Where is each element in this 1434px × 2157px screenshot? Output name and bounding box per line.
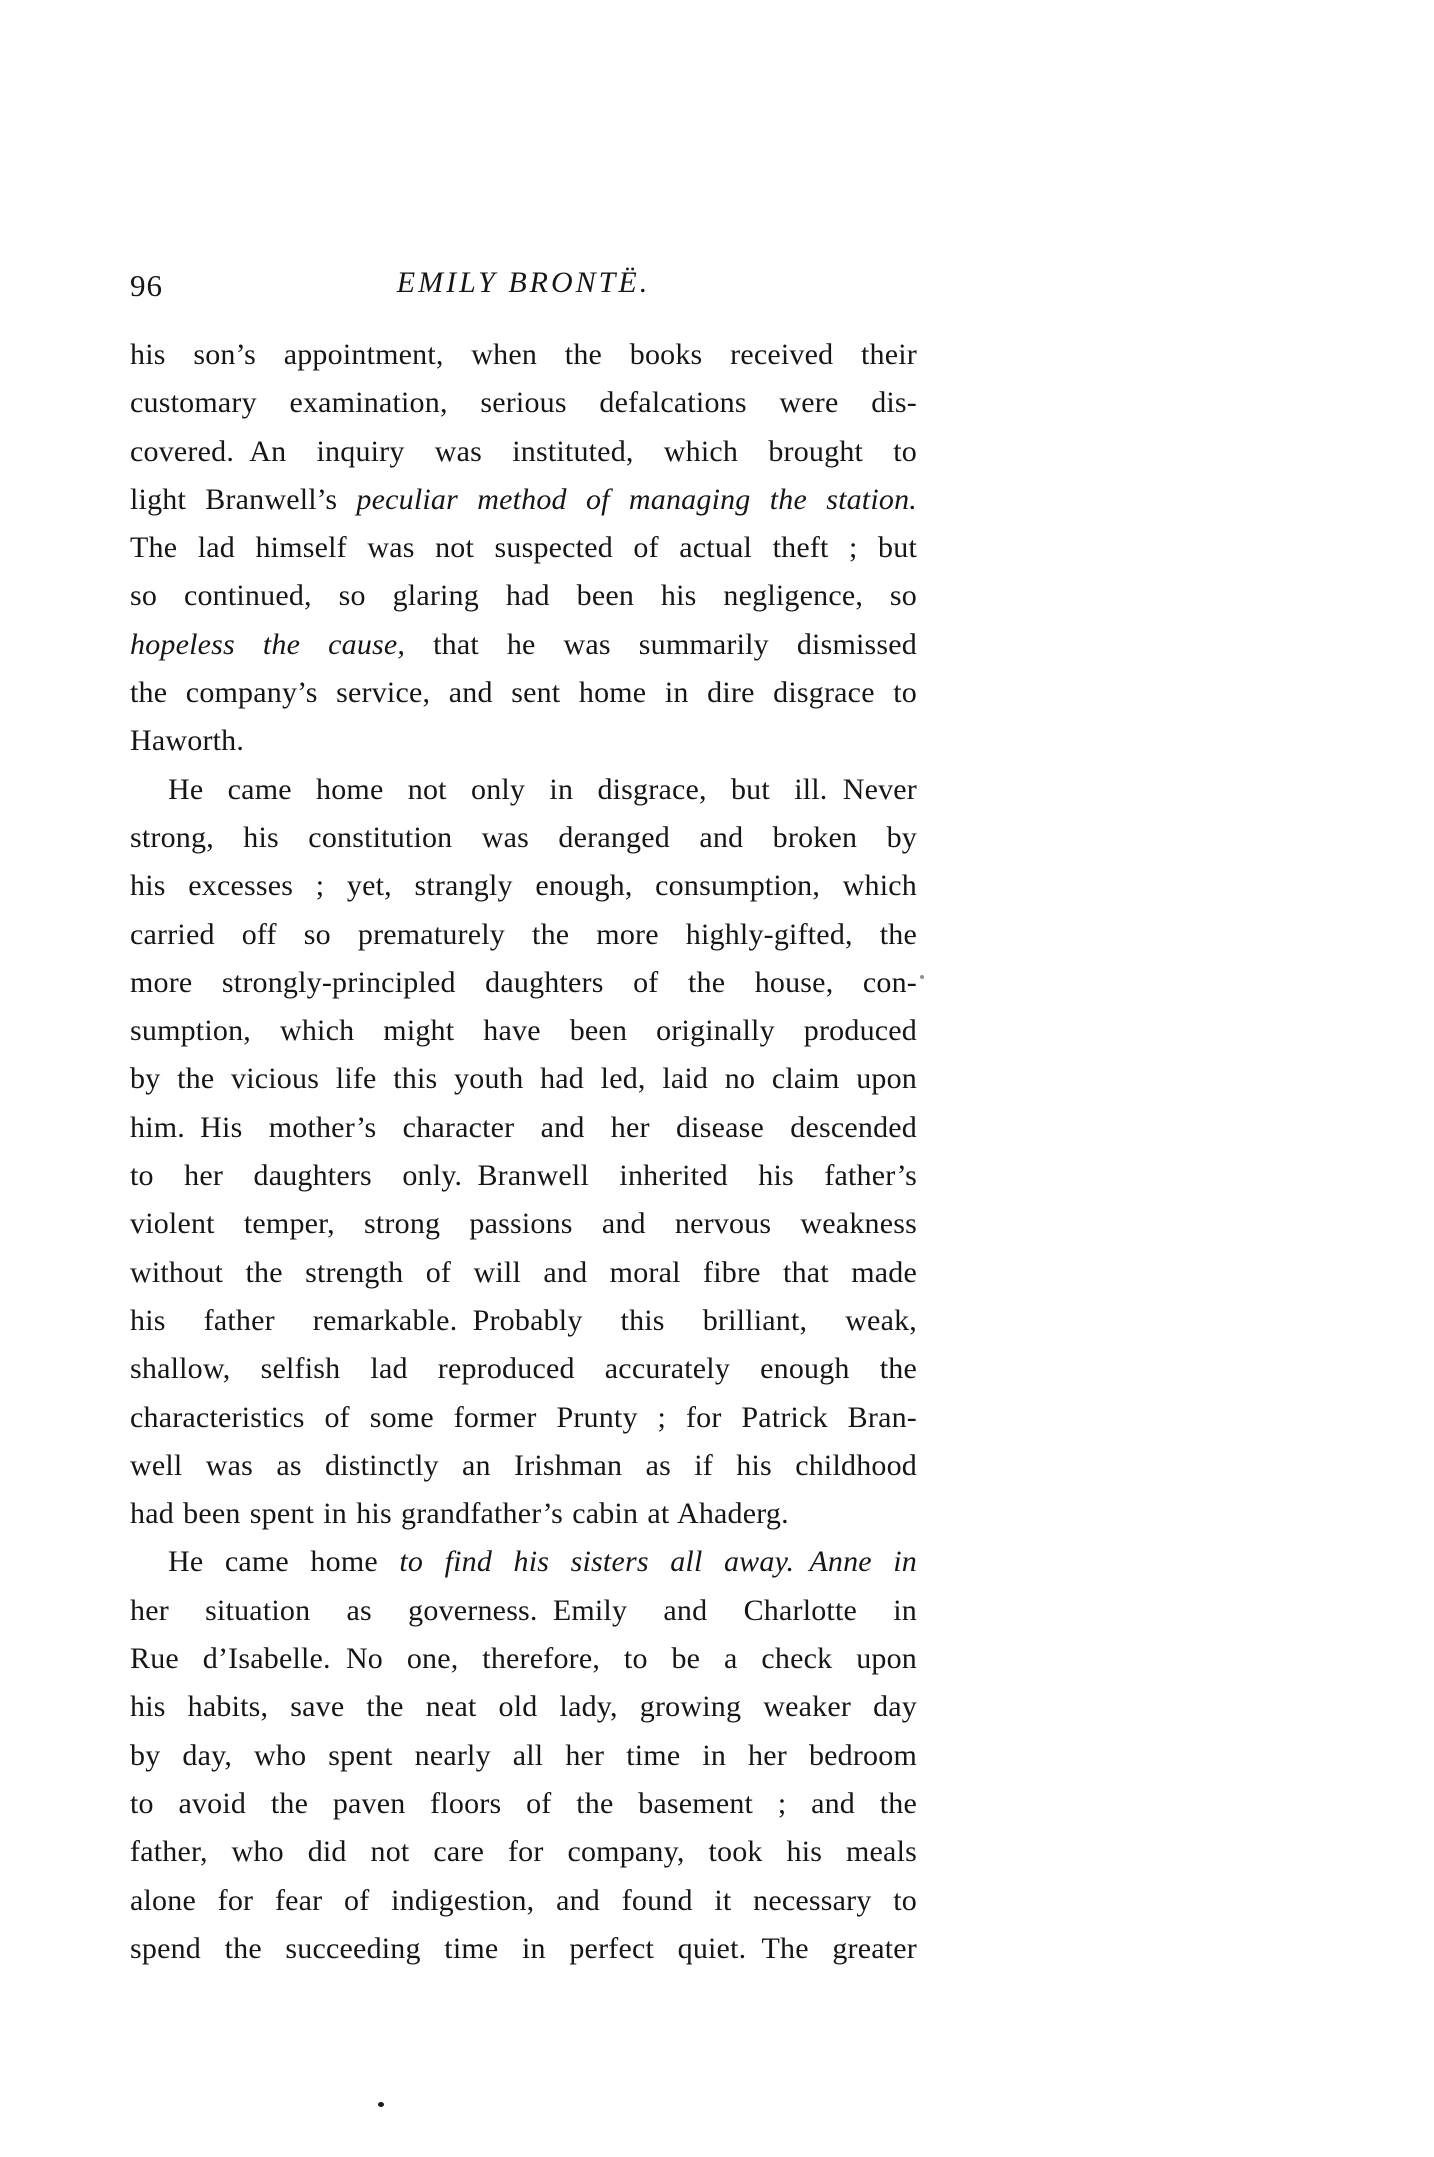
page-number: 96 [130,268,163,303]
text-line: without the strength of will and moral fibre that made [130,1255,917,1289]
text-line: father, who did not care for company, took his meals [130,1835,917,1869]
text-line: his son’s appointment, when the books received their [130,338,917,371]
page-header [130,266,917,316]
text-line: to her daughters only. Branwell inherited his father’s [130,1159,917,1193]
text-line: carried off so prematurely the more highly-gifted, the [130,917,917,951]
text-line: to avoid the paven floors of the basement ; and the [130,1786,917,1820]
text-line: by day, who spent nearly all her time in her bedroom [130,1738,917,1772]
text-line: Haworth. [130,724,245,758]
text-line: The lad himself was not suspected of actual theft ; but [130,531,917,565]
running-title: EMILY BRONTË. [396,266,651,299]
text-line: customary examination, serious defalcations were dis- [130,386,917,420]
text-line: violent temper, strong passions and nervous weakness [130,1207,917,1241]
text-line: his excesses ; yet, strangly enough, consumption, which [130,869,917,903]
text-line: shallow, selfish lad reproduced accurately enough the [130,1352,917,1386]
text-line: him. His mother’s character and her disease descended [130,1110,917,1144]
text-line: He came home to find his sisters all away. Anne in [168,1545,917,1579]
text-line: more strongly-principled daughters of the house, con- [130,965,917,999]
text-line: by the vicious life this youth had led, laid no claim upon [130,1062,917,1096]
text-line: his father remarkable. Probably this brilliant, weak, [130,1303,917,1337]
text-line: covered. An inquiry was instituted, which brought to [130,434,917,468]
text-line: had been spent in his grandfather’s cabin at Ahaderg. [130,1497,789,1531]
text-line: the company’s service, and sent home in dire disgrace to [130,676,917,710]
text-line: sumption, which might have been originally produced [130,1014,917,1048]
text-line: light Branwell’s peculiar method of managing the station. [130,482,917,516]
text-line: alone for fear of indigestion, and found it necessary to [130,1883,917,1917]
ink-speck [378,2102,384,2107]
text-line: He came home not only in disgrace, but ill. Never [168,772,917,806]
text-line: spend the succeeding time in perfect quiet. The greater [130,1931,917,1965]
text-line: well was as distinctly an Irishman as if his childhood [130,1448,917,1482]
text-line: his habits, save the neat old lady, growing weaker day [130,1690,917,1724]
ink-speck [920,975,924,979]
text-line: Rue d’Isabelle. No one, therefore, to be a check upon [130,1642,917,1676]
text-line: characteristics of some former Prunty ; for Patrick Bran- [130,1400,917,1434]
text-line: hopeless the cause, that he was summarily dismissed [130,627,917,661]
text-line: her situation as governess. Emily and Charlotte in [130,1593,917,1627]
text-line: so continued, so glaring had been his negligence, so [130,579,917,613]
body-text [130,331,917,1973]
text-line: strong, his constitution was deranged and broken by [130,820,917,854]
